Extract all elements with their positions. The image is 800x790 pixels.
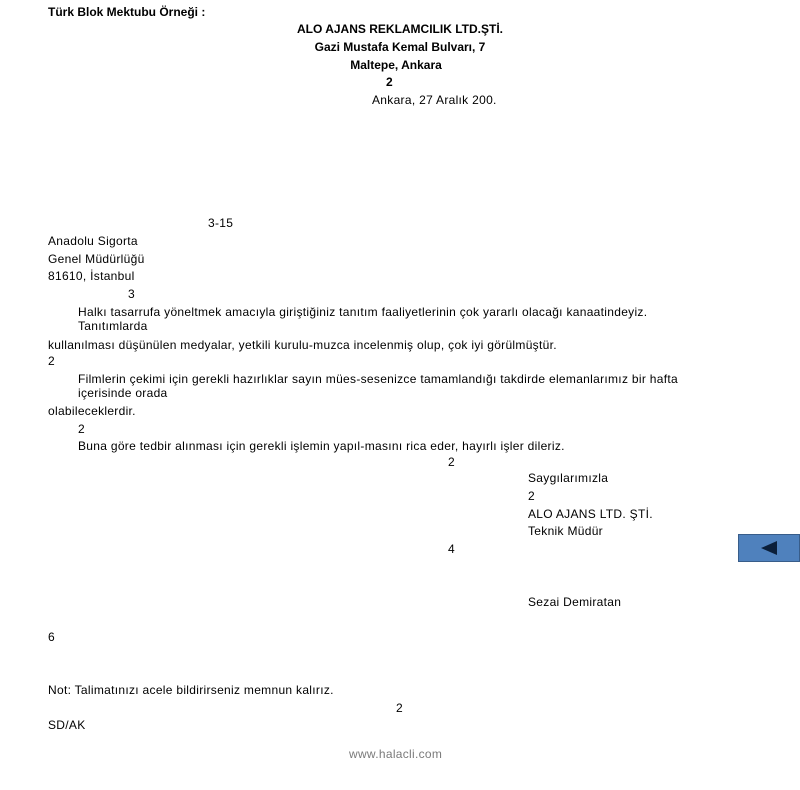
spacing-marker: 6	[48, 630, 55, 644]
body-paragraph-1-first: Halkı tasarrufa yöneltmek amacıyla giriştiğiniz tanıtım faaliyetlerinin çok yararlı olacağı kanaatindeyiz. Tanıtımlarda	[78, 305, 648, 333]
spacing-marker: 3	[128, 287, 135, 301]
triangle-left-icon	[759, 540, 779, 556]
spacing-marker: 2	[528, 489, 535, 503]
letter-date: Ankara, 27 Aralık 200.	[372, 93, 497, 107]
website-link[interactable]: www.halacli.com	[349, 747, 443, 761]
footer-note: Not: Talimatınızı acele bildirirseniz memnun kalırız.	[48, 683, 334, 697]
spacing-marker: 2	[448, 455, 455, 469]
spacing-marker: 2	[48, 354, 55, 368]
spacing-marker: 2	[78, 422, 85, 436]
spacing-marker: 2	[396, 701, 403, 715]
spacing-marker: 2	[386, 75, 393, 89]
sender-address-line1: Gazi Mustafa Kemal Bulvarı, 7	[314, 40, 486, 54]
spacing-marker: 3-15	[208, 216, 234, 230]
body-paragraph-2-first: Filmlerin çekimi için gerekli hazırlıklar sayın mües-sesenizce tamamlandığı takdirde elemanlarımız bir hafta içerisinde orada	[78, 372, 678, 400]
signer-name: Sezai Demiratan	[528, 595, 622, 609]
body-paragraph-1-continued: kullanılması düşünülen medyalar, yetkili kurulu-muzca incelenmiş olup, çok iyi görülmüştür.	[48, 338, 557, 352]
sender-address-line2: Maltepe, Ankara	[350, 58, 442, 72]
spacing-marker: 4	[448, 542, 455, 556]
recipient-city: 81610, İstanbul	[48, 269, 135, 283]
letter-example-title: Türk Blok Mektubu Örneği :	[48, 5, 206, 19]
closing-salutation: Saygılarımızla	[528, 471, 609, 485]
reference-initials: SD/AK	[48, 718, 86, 732]
body-paragraph-2-continued: olabileceklerdir.	[48, 404, 136, 418]
back-button[interactable]	[738, 534, 800, 562]
recipient-department: Genel Müdürlüğü	[48, 252, 145, 266]
sender-company-name: ALO AJANS REKLAMCILIK LTD.ŞTİ.	[297, 22, 503, 36]
recipient-name: Anadolu Sigorta	[48, 234, 138, 248]
signer-position: Teknik Müdür	[528, 524, 603, 538]
body-paragraph-3: Buna göre tedbir alınması için gerekli işlemin yapıl-masını rica eder, hayırlı işler dileriz.	[78, 439, 565, 453]
closing-company: ALO AJANS LTD. ŞTİ.	[528, 507, 653, 521]
